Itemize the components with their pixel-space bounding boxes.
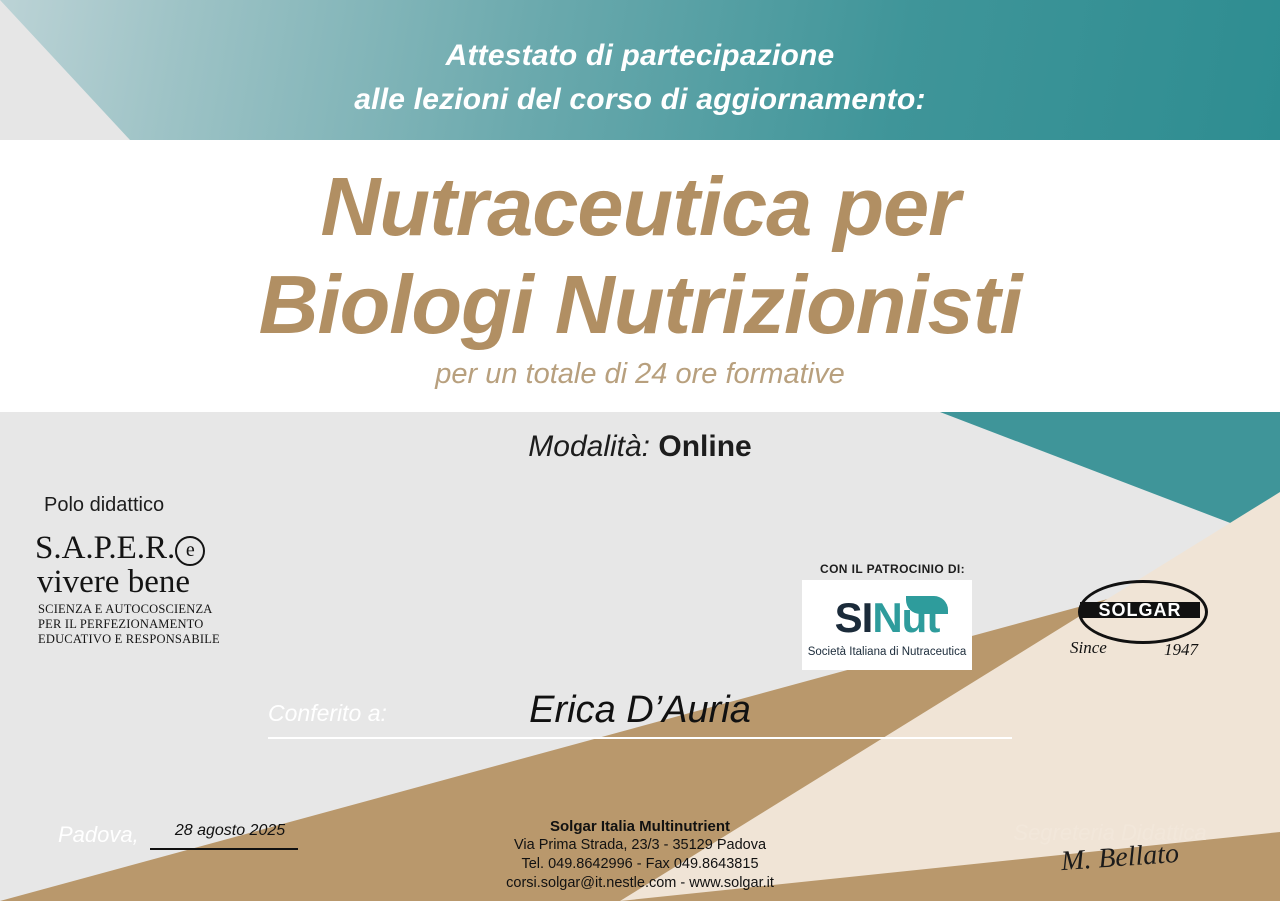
solgar-since-text: Since: [1070, 638, 1107, 657]
course-title: [0, 158, 1280, 354]
patrocinio-label: CON IL PATROCINIO DI:: [820, 562, 966, 576]
recipient-name: Erica D’Auria: [529, 689, 751, 731]
sapere-tagline-line2: PER IL PERFEZIONAMENTO: [38, 617, 204, 631]
sapere-subtitle: vivere bene: [37, 564, 190, 600]
date-underline: [150, 848, 298, 850]
place-label: Padova,: [58, 822, 139, 847]
date-value: 28 agosto 2025: [174, 822, 286, 839]
course-hours: per un totale di 24 ore formative: [435, 358, 845, 390]
body-section: [0, 412, 1280, 901]
secretary-label: Segreteria Didattica: [1013, 820, 1207, 845]
sapere-tagline-line1: SCIENZA E AUTOCOSCIENZA: [38, 602, 213, 616]
sapere-circle-e: e: [175, 536, 205, 566]
course-title-line1: Nutraceutica per: [320, 160, 960, 253]
header-title: [0, 34, 1280, 122]
modality-value: Online: [658, 430, 752, 463]
sinut-logo: [802, 580, 972, 670]
sinut-wordmark: [802, 594, 972, 642]
modality-line: [0, 430, 1280, 464]
sapere-tagline: [38, 602, 220, 647]
header-title-line2: alle lezioni del corso di aggiornamento:: [354, 83, 926, 116]
company-name: Solgar Italia Multinutrient: [549, 818, 730, 835]
sinut-subtitle: Società Italiana di Nutraceutica: [807, 646, 967, 658]
recipient-underline: [268, 737, 1012, 739]
header-title-line1: Attestato di partecipazione: [445, 39, 835, 72]
sapere-acronym-text: S.A.P.E.R.: [35, 530, 176, 566]
company-info: [420, 817, 860, 893]
polo-didattico-label: Polo didattico: [44, 494, 165, 516]
sapere-acronym: [35, 530, 205, 567]
company-contacts: corsi.solgar@it.nestle.com - www.solgar.it: [506, 875, 774, 891]
solgar-logo: [1060, 574, 1220, 674]
company-phone: Tel. 049.8642996 - Fax 049.8643815: [521, 856, 759, 872]
company-address: Via Prima Strada, 23/3 - 35129 Padova: [513, 837, 767, 853]
course-title-line2: Biologi Nutrizionisti: [258, 258, 1022, 351]
sapere-tagline-line3: EDUCATIVO E RESPONSABILE: [38, 632, 220, 646]
conferito-label: Conferito a:: [268, 700, 387, 726]
signature: M. Bellato: [1059, 837, 1180, 878]
modality-label: Modalità:: [528, 430, 651, 463]
sinut-si: SI: [834, 594, 873, 641]
solgar-wordmark: SOLGAR: [1098, 600, 1182, 620]
header-band: [0, 0, 1280, 140]
solgar-year-text: 1947: [1164, 640, 1198, 659]
course-title-section: [0, 140, 1280, 412]
sinut-nut: Nut: [872, 594, 940, 641]
